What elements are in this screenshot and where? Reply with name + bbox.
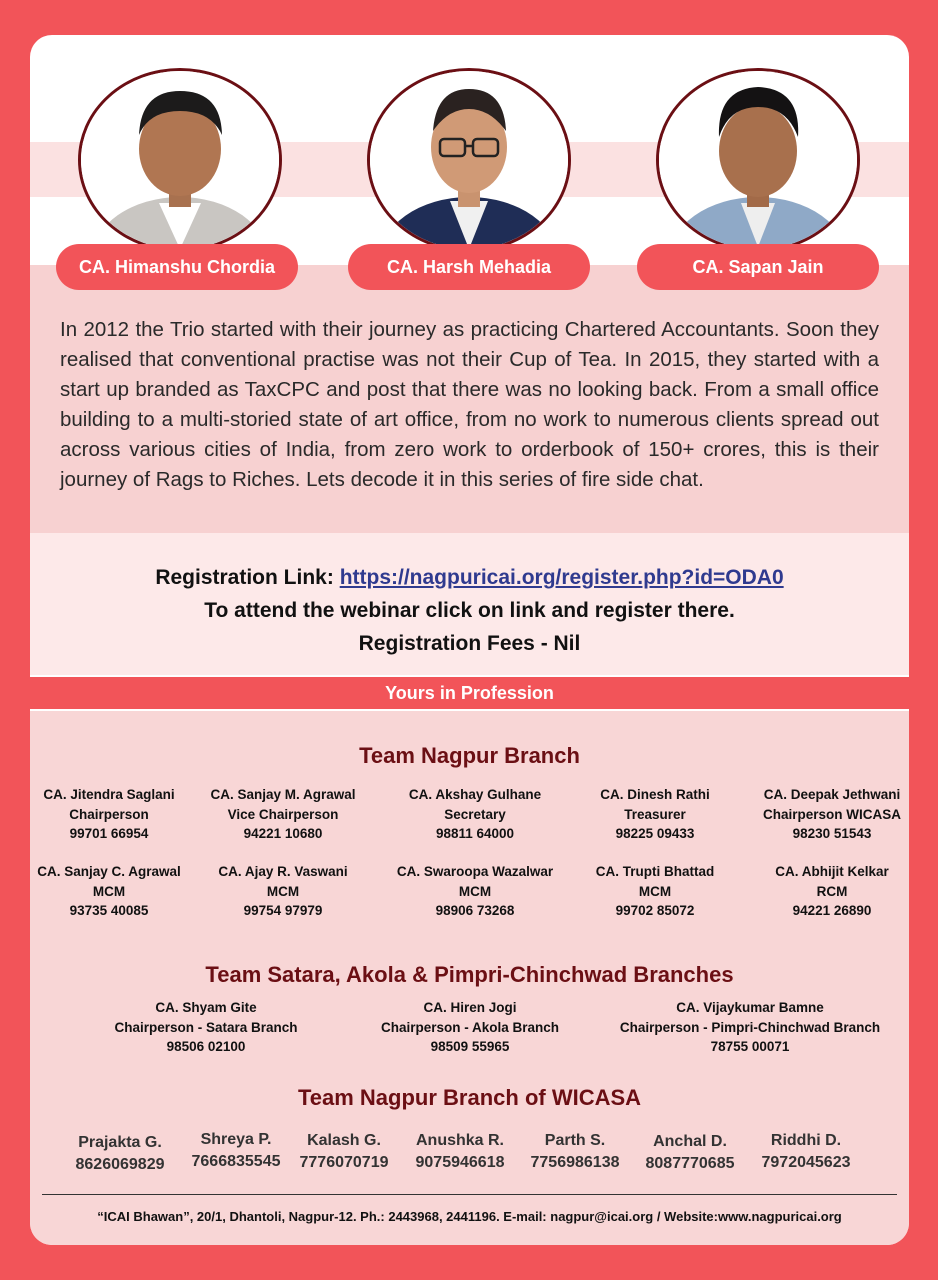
speaker-name: CA. Harsh Mehadia	[348, 244, 590, 290]
team-member	[90, 998, 322, 1057]
member-role: MCM	[266, 883, 300, 899]
wicasa-member	[62, 1132, 178, 1176]
member-role: Vice Chairperson	[227, 806, 339, 822]
registration-box	[30, 533, 909, 675]
registration-link-line	[30, 566, 909, 590]
speaker-name: CA. Himanshu Chordia	[56, 244, 298, 290]
member-phone: 8626069829	[75, 1156, 165, 1173]
member-phone: 98811 64000	[435, 826, 515, 841]
member-name: CA. Hiren Jogi	[423, 1000, 517, 1015]
member-phone: 7776070719	[299, 1154, 389, 1171]
registration-label: Registration Link:	[155, 566, 334, 589]
member-phone: 8087770685	[645, 1155, 735, 1172]
wicasa-member	[748, 1130, 864, 1174]
member-phone: 93735 40085	[69, 903, 149, 918]
member-phone: 98225 09433	[615, 826, 695, 841]
footer-divider	[42, 1194, 897, 1195]
speaker-photo	[367, 68, 571, 252]
member-role: MCM	[638, 883, 672, 899]
member-name: CA. Abhijit Kelkar	[775, 864, 889, 879]
member-phone: 98906 73268	[435, 903, 515, 918]
team-member	[575, 785, 735, 844]
member-role: Chairperson - Pimpri-Chinchwad Branch	[619, 1019, 881, 1035]
member-name: Kalash G.	[307, 1132, 381, 1149]
member-name: CA. Sanjay C. Agrawal	[37, 864, 181, 879]
story-paragraph: In 2012 the Trio started with their journey as practicing Chartered Accountants. Soon they realised that conventional practise was not their Cup of Tea. In 2015, they started with a start up branded as TaxCPC and post that there was no looking back. From a small office building to a multi-storied state of art office, from no work to numerous clients spread out across various cities of India, from zero work to orderbook of 150+ crores, this is their journey of Rags to Riches. Lets decode it in this series of fire side chat.	[60, 318, 879, 491]
member-role: Chairperson - Akola Branch	[380, 1019, 560, 1035]
footer-address: “ICAI Bhawan”, 20/1, Dhantoli, Nagpur-12. Ph.: 2443968, 2441196. E-mail: nagpur@icai.org / Website:www.nagpuricai.org	[97, 1209, 842, 1224]
team-member	[380, 785, 570, 844]
speaker-name: CA. Sapan Jain	[637, 244, 879, 290]
member-phone: 94221 10680	[243, 826, 323, 841]
team-member	[380, 862, 570, 921]
team-member	[575, 862, 735, 921]
team-member	[350, 998, 590, 1057]
member-name: Anushka R.	[415, 1132, 504, 1149]
member-role: RCM	[816, 883, 848, 899]
member-phone: 98506 02100	[166, 1039, 246, 1054]
member-phone: 7666835545	[191, 1153, 281, 1170]
wicasa-member	[402, 1130, 518, 1174]
member-role: Chairperson - Satara Branch	[114, 1019, 298, 1035]
wicasa-member	[517, 1130, 633, 1174]
member-phone: 98509 55965	[430, 1039, 510, 1054]
member-name: CA. Deepak Jethwani	[763, 787, 901, 802]
teams-section	[30, 711, 909, 1245]
member-phone: 7972045623	[761, 1154, 851, 1171]
member-phone: 7756986138	[530, 1154, 620, 1171]
member-phone: 9075946618	[415, 1154, 505, 1171]
team-member	[30, 785, 188, 844]
member-name: CA. Jitendra Saglani	[43, 787, 175, 802]
member-name: CA. Sanjay M. Agrawal	[210, 787, 356, 802]
member-phone: 99701 66954	[69, 826, 149, 841]
member-name: Parth S.	[544, 1132, 606, 1149]
member-name: Anchal D.	[653, 1133, 727, 1150]
wicasa-member	[286, 1130, 402, 1174]
wicasa-member	[178, 1129, 294, 1173]
team-member	[745, 785, 909, 844]
member-role: Chairperson WICASA	[762, 806, 901, 822]
member-phone: 94221 26890	[792, 903, 872, 918]
member-name: CA. Vijaykumar Bamne	[676, 1000, 824, 1015]
member-role: MCM	[458, 883, 492, 899]
member-name: CA. Trupti Bhattad	[595, 864, 715, 879]
team-member	[198, 785, 368, 844]
member-name: CA. Shyam Gite	[155, 1000, 257, 1015]
member-name: CA. Swaroopa Wazalwar	[396, 864, 554, 879]
member-phone: 98230 51543	[792, 826, 872, 841]
team-member	[600, 998, 900, 1057]
member-phone: 99754 97979	[243, 903, 323, 918]
member-name: CA. Akshay Gulhane	[408, 787, 542, 802]
member-phone: 99702 85072	[615, 903, 695, 918]
team-member	[198, 862, 368, 921]
member-role: Treasurer	[624, 806, 686, 822]
team-title: Team Nagpur Branch of WICASA	[297, 1085, 642, 1110]
registration-fees: Registration Fees - Nil	[358, 632, 581, 655]
member-name: Shreya P.	[200, 1131, 272, 1148]
flyer-card	[30, 35, 909, 1245]
member-name: CA. Ajay R. Vaswani	[218, 864, 348, 879]
team-member	[30, 862, 188, 921]
wicasa-member	[632, 1131, 748, 1175]
member-name: Riddhi D.	[770, 1132, 842, 1149]
yours-in-profession: Yours in Profession	[30, 677, 909, 709]
registration-link[interactable]: https://nagpuricai.org/register.php?id=ODA0	[339, 566, 784, 589]
member-role: Secretary	[444, 806, 506, 822]
speaker-photo	[78, 68, 282, 252]
member-name: CA. Dinesh Rathi	[600, 787, 710, 802]
team-title: Team Satara, Akola & Pimpri-Chinchwad Branches	[205, 962, 734, 987]
member-phone: 78755 00071	[710, 1039, 790, 1054]
speaker-photo	[656, 68, 860, 252]
member-role: Chairperson	[69, 806, 149, 822]
team-member	[745, 862, 909, 921]
registration-instruction: To attend the webinar click on link and register there.	[204, 599, 735, 622]
member-name: Prajakta G.	[78, 1134, 162, 1151]
team-title: Team Nagpur Branch	[359, 743, 580, 768]
member-role: MCM	[92, 883, 126, 899]
